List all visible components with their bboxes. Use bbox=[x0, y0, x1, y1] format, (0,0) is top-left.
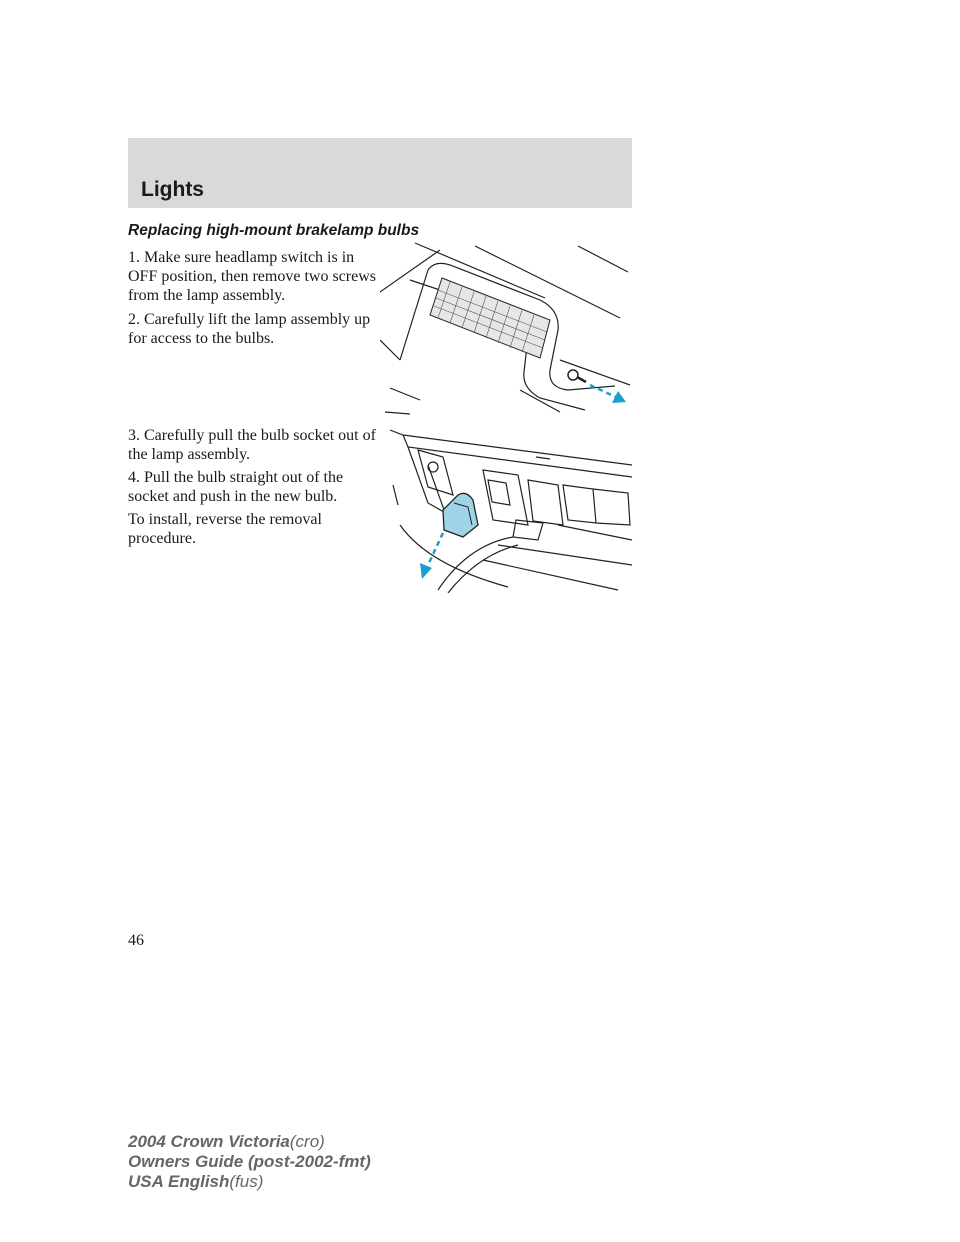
footer-language: USA English bbox=[128, 1172, 230, 1191]
step-4: 4. Pull the bulb straight out of the socket and push in the new bulb. bbox=[128, 469, 344, 505]
subheading: Replacing high-mount brakelamp bulbs bbox=[128, 222, 420, 239]
section-title: Lights bbox=[141, 178, 204, 201]
page-number: 46 bbox=[128, 932, 144, 949]
step-2: 2. Carefully lift the lamp assembly up for access to the bulbs. bbox=[128, 311, 371, 347]
bulb-socket-icon bbox=[443, 493, 478, 537]
screw-icon bbox=[568, 370, 586, 382]
footer-model: 2004 Crown Victoria bbox=[128, 1132, 290, 1151]
arrow-icon bbox=[420, 563, 432, 579]
footer-language-code: (fus) bbox=[229, 1172, 264, 1191]
install-note: To install, reverse the removal procedure. bbox=[128, 511, 322, 547]
step-3: 3. Carefully pull the bulb socket out of the lamp assembly. bbox=[128, 427, 376, 463]
footer-model-code: (cro) bbox=[289, 1132, 325, 1151]
footer-guide: Owners Guide (post-2002-fmt) bbox=[128, 1152, 371, 1171]
lamp-assembly-illustration bbox=[380, 240, 635, 415]
arrow-icon bbox=[612, 391, 626, 403]
step-1: 1. Make sure headlamp switch is in OFF position, then remove two screws from the lamp assembly. bbox=[128, 249, 376, 304]
document-footer bbox=[128, 1132, 371, 1192]
bulb-socket-illustration bbox=[388, 425, 636, 593]
